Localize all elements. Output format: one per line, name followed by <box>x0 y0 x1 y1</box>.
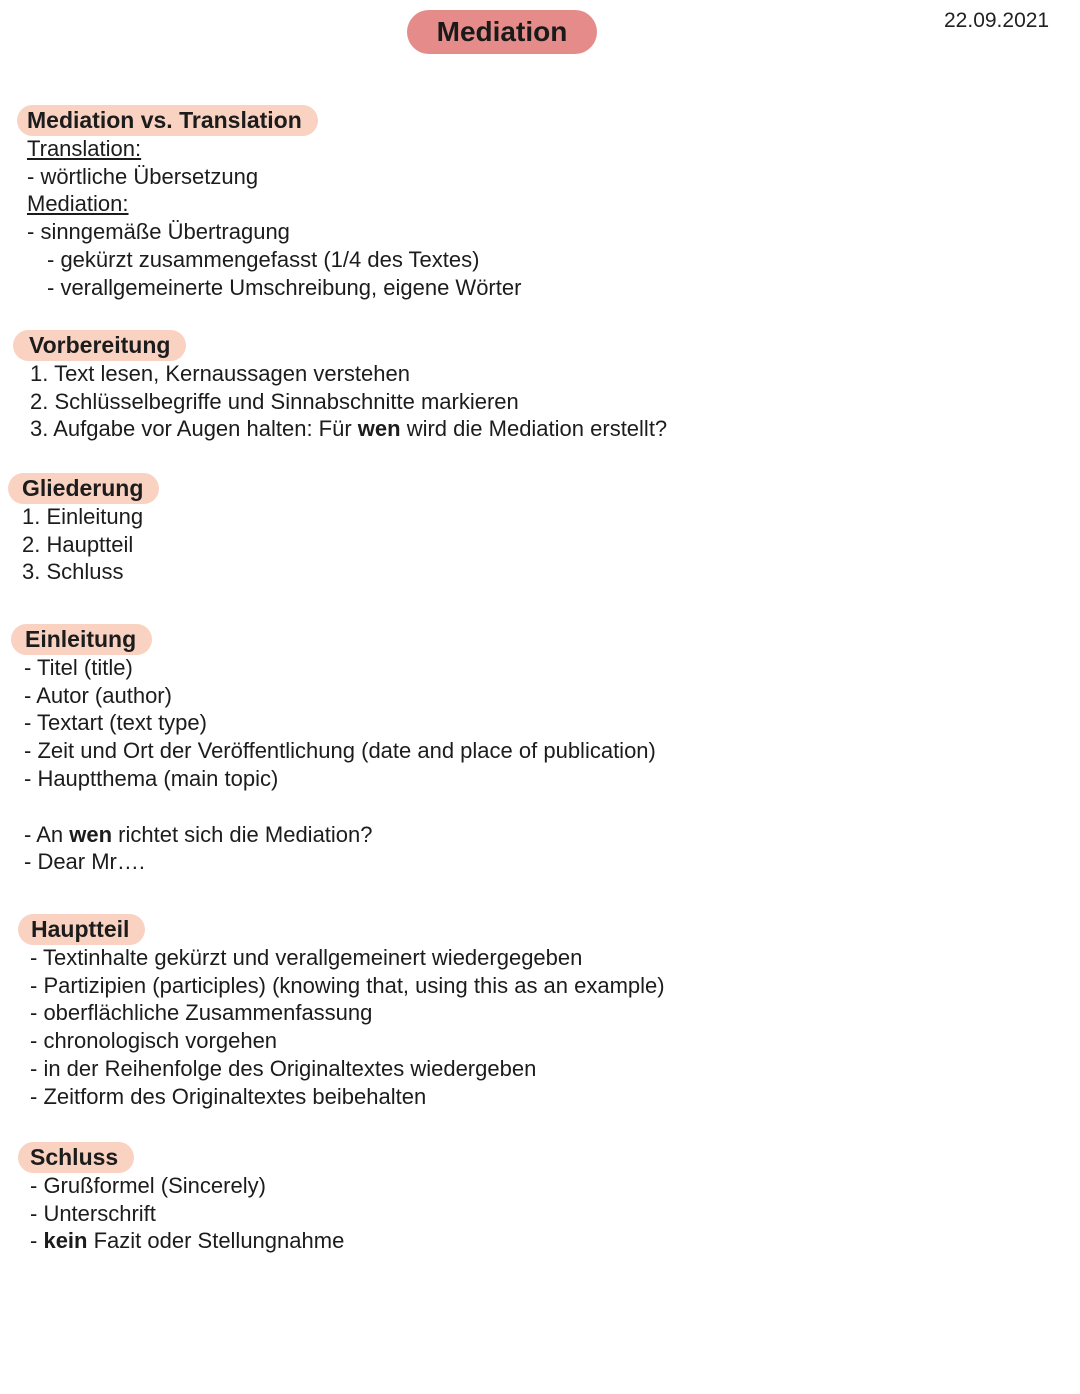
list-item: - sinngemäße Übertragung <box>27 219 290 245</box>
item-emphasis: wen <box>69 821 113 847</box>
section-einleitung <box>11 624 656 876</box>
section-heading: Einleitung <box>11 624 152 655</box>
list-item: - Zeit und Ort der Veröffentlichung (date and place of publication) <box>24 738 656 764</box>
page-title: Mediation <box>407 10 597 54</box>
list-item: - Autor (author) <box>24 682 172 708</box>
list-item: - Unterschrift <box>30 1200 156 1226</box>
list-item: - Grußformel (Sincerely) <box>30 1172 266 1198</box>
list-item <box>11 821 656 849</box>
section-hauptteil <box>18 914 665 1111</box>
list-item: 2. Schlüsselbegriffe und Sinnabschnitte markieren <box>30 388 519 414</box>
list-item: 1. Text lesen, Kernaussagen verstehen <box>30 360 410 386</box>
mediation-label: Mediation: <box>27 191 129 217</box>
list-item: - chronologisch vorgehen <box>30 1028 278 1054</box>
item-text: richtet sich die Mediation? <box>112 821 373 847</box>
list-item: - Partizipien (participles) (knowing that, using this as an example) <box>30 972 665 998</box>
item-emphasis: wen <box>357 416 401 442</box>
list-item: 3. Schluss <box>22 559 124 585</box>
item-text: Fazit oder Stellungnahme <box>87 1228 345 1254</box>
section-heading: Mediation vs. Translation <box>17 105 318 136</box>
item-text: - <box>30 1228 44 1254</box>
item-text: 3. Aufgabe vor Augen halten: Für <box>30 416 358 442</box>
section-heading: Schluss <box>18 1142 134 1173</box>
list-item: - Textart (text type) <box>24 710 207 736</box>
section-vorbereitung <box>13 330 667 443</box>
section-schluss <box>18 1142 344 1255</box>
list-item: - in der Reihenfolge des Originaltextes wiedergeben <box>30 1055 537 1081</box>
list-item: - Zeitform des Originaltextes beibehalten <box>30 1083 427 1109</box>
list-item: 1. Einleitung <box>22 503 144 529</box>
section-gliederung <box>8 473 159 586</box>
date-label: 22.09.2021 <box>944 9 1050 32</box>
list-item: 2. Hauptteil <box>22 531 134 557</box>
list-item: - Titel (title) <box>24 654 133 680</box>
item-text: - An <box>24 821 70 847</box>
list-item: - Dear Mr…. <box>24 849 145 875</box>
translation-label: Translation: <box>27 135 142 161</box>
list-item <box>18 1227 344 1255</box>
list-item: - verallgemeinerte Umschreibung, eigene Wörter <box>47 274 522 300</box>
section-heading: Hauptteil <box>18 914 145 945</box>
list-item: - gekürzt zusammengefasst (1/4 des Textes) <box>47 246 480 272</box>
list-item: - Textinhalte gekürzt und verallgemeinert wiedergegeben <box>30 944 583 970</box>
list-item: - Hauptthema (main topic) <box>24 765 279 791</box>
section-heading: Gliederung <box>8 473 159 504</box>
list-item <box>13 415 667 443</box>
section-mediation-vs-translation <box>17 105 521 302</box>
item-emphasis: kein <box>43 1228 88 1254</box>
section-heading: Vorbereitung <box>13 330 186 361</box>
item-text: wird die Mediation erstellt? <box>400 416 668 442</box>
list-item: - oberflächliche Zusammenfassung <box>30 1000 373 1026</box>
list-item: - wörtliche Übersetzung <box>27 163 259 189</box>
